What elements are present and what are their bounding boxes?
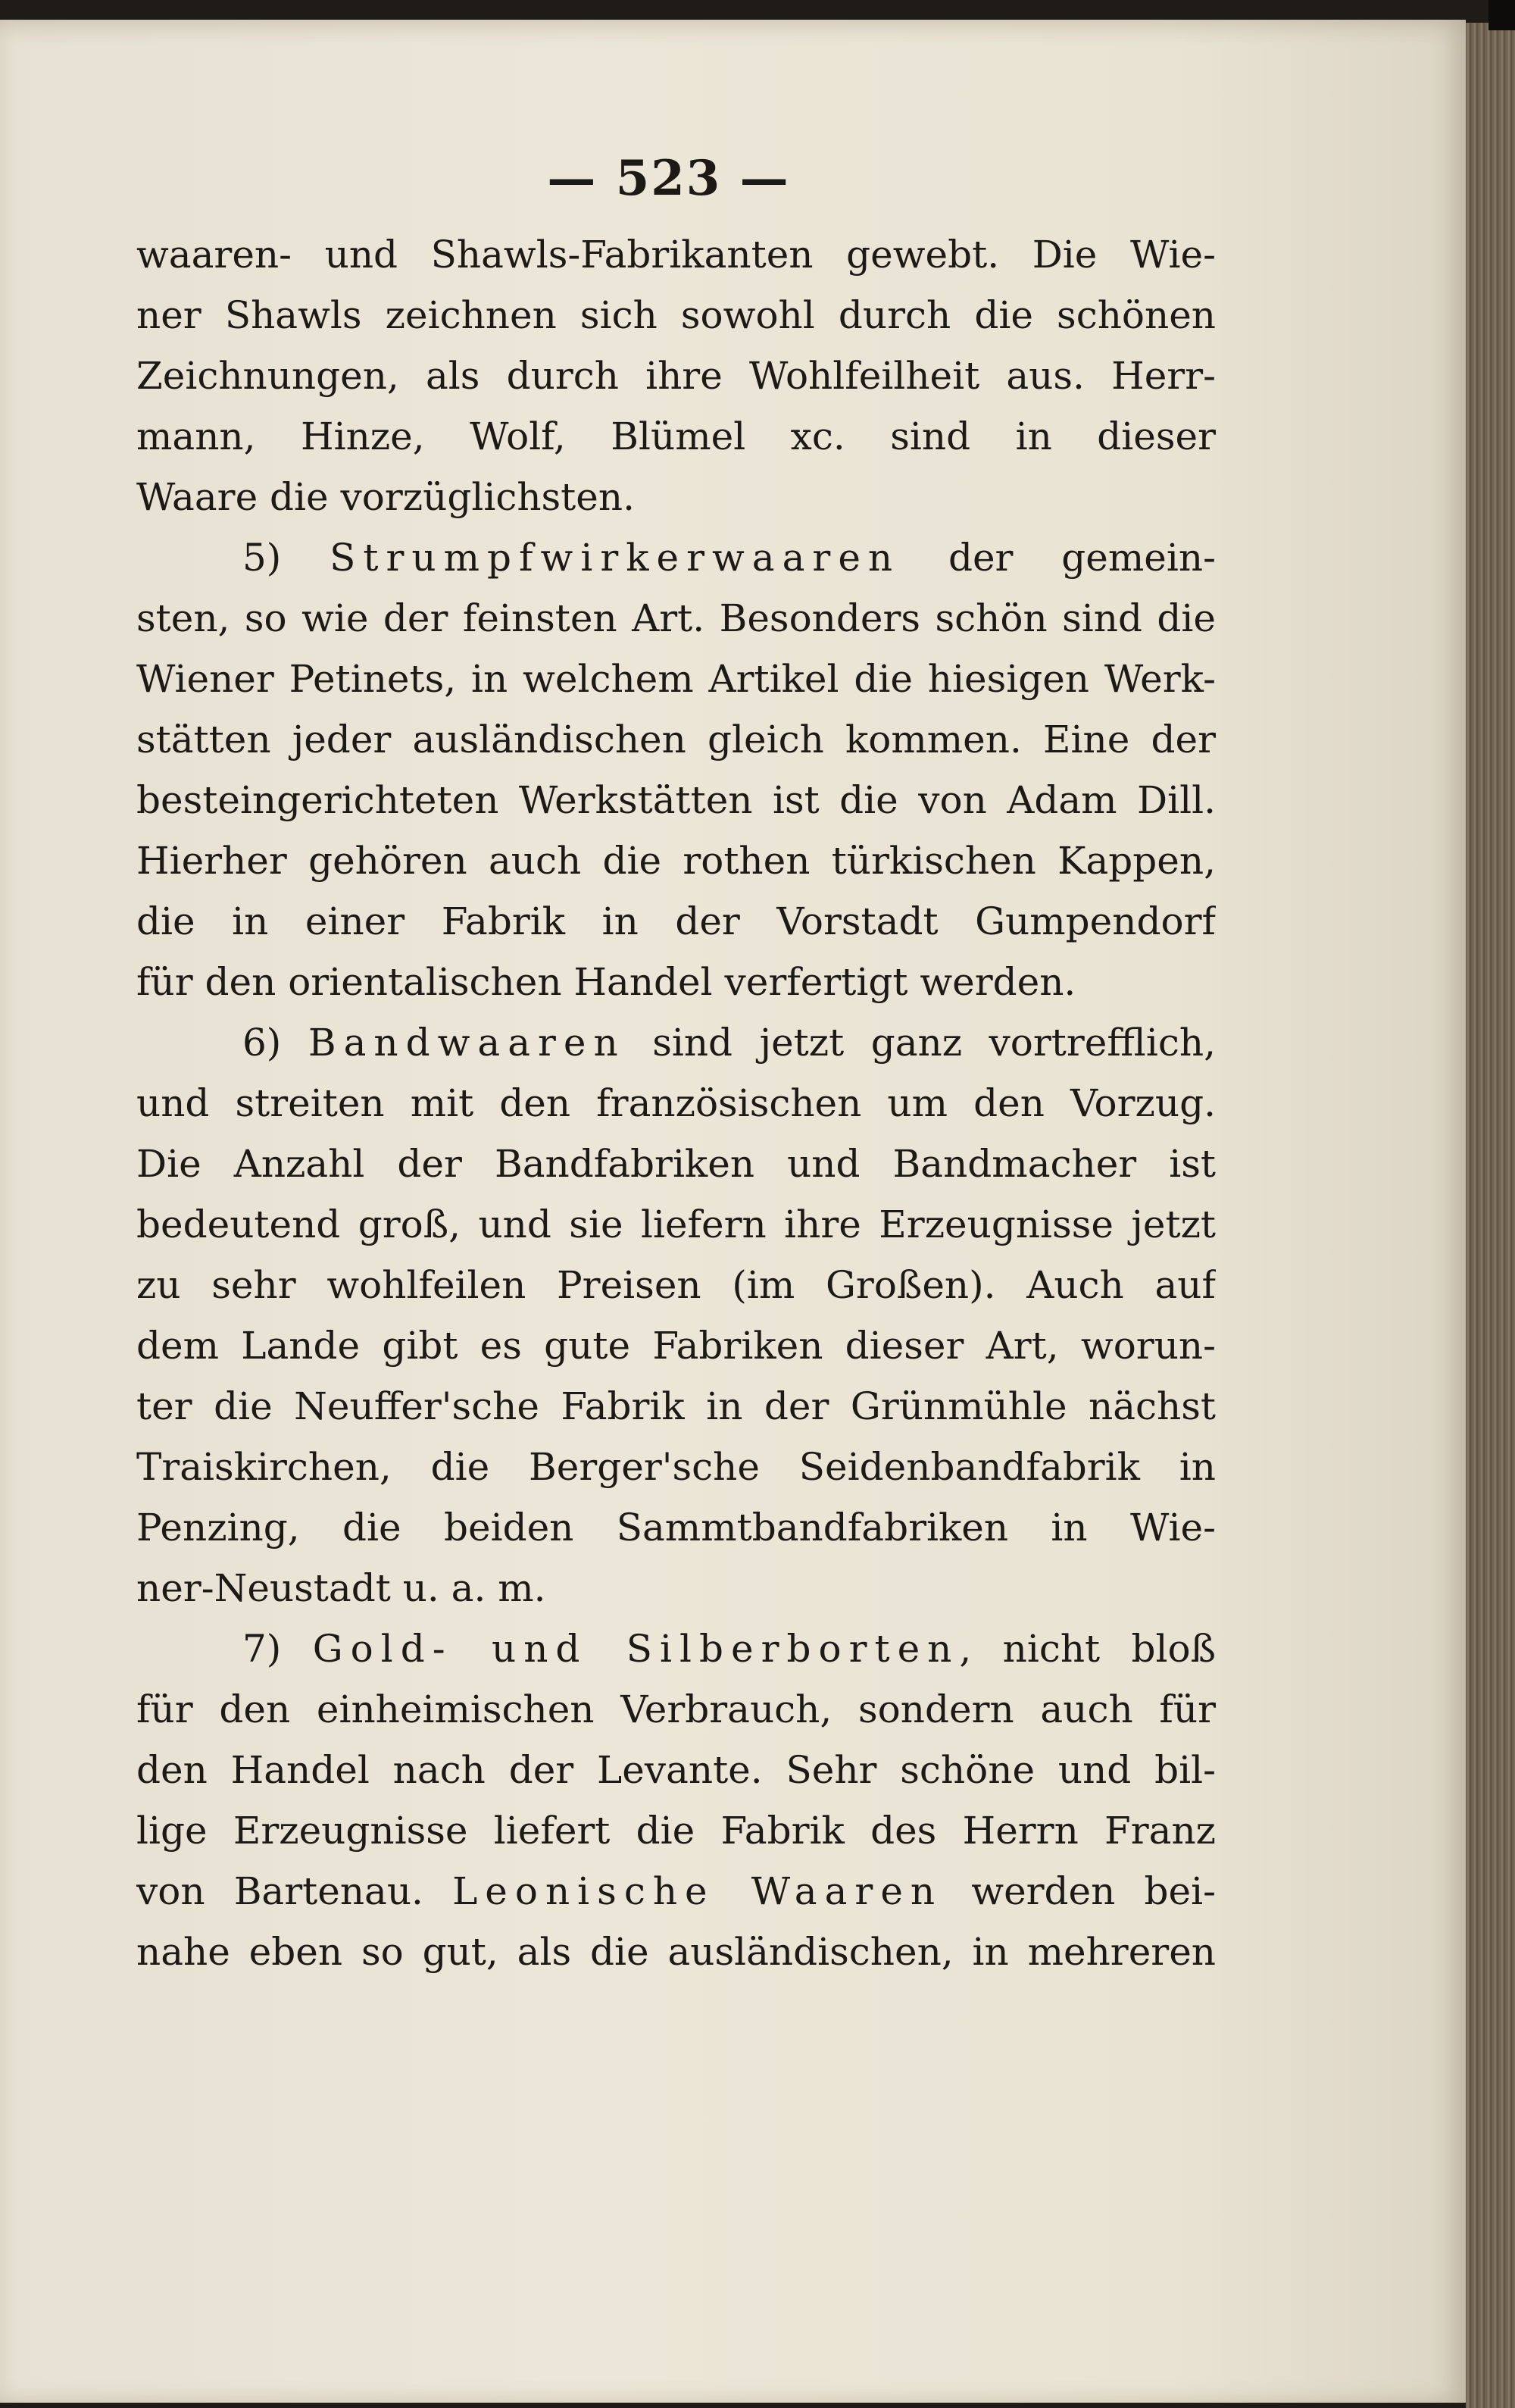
text-line: Zeichnungen, als durch ihre Wohlfeilheit aus. Herr- (136, 354, 1216, 398)
scan-corner (1488, 0, 1515, 30)
section-rest: , nicht bloß (959, 1627, 1216, 1671)
section-term: Strumpfwirkerwaaren (330, 536, 901, 580)
text-line: ter die Neuffer'sche Fabrik in der Grünmühle nächst (136, 1384, 1216, 1428)
text-line: Die Anzahl der Bandfabriken und Bandmacher ist (136, 1142, 1216, 1186)
text-line: den Handel nach der Levante. Sehr schöne und bil- (136, 1748, 1216, 1792)
text-line: sten, so wie der feinsten Art. Besonders schön sind die (136, 596, 1216, 640)
emphasized-term: Leonische Waaren (452, 1869, 943, 1913)
page-stack-edge (1466, 23, 1515, 2408)
page-number: — 523 — (547, 150, 790, 207)
book-page (0, 20, 1466, 2403)
text-line: Hierher gehören auch die rothen türkischen Kappen, (136, 839, 1216, 883)
text-line: zu sehr wohlfeilen Preisen (im Großen). Auch auf (136, 1263, 1216, 1307)
text-line: nahe eben so gut, als die ausländischen, in mehreren (136, 1930, 1216, 1974)
section-heading-line (136, 1618, 1216, 1679)
section-number: 6) (242, 1021, 308, 1065)
text-line: bedeutend groß, und sie liefern ihre Erzeugnisse jetzt (136, 1202, 1216, 1246)
section-number: 5) (242, 536, 330, 580)
section-heading-line (136, 1012, 1216, 1073)
section-rest: der gemein- (900, 536, 1216, 580)
text-line: waaren- und Shawls-Fabrikanten gewebt. Die Wie- (136, 233, 1216, 277)
section-rest: sind jetzt ganz vortrefflich, (625, 1021, 1216, 1065)
section-term: Bandwaaren (308, 1021, 626, 1065)
text-line: besteingerichteten Werkstätten ist die von Adam Dill. (136, 778, 1216, 822)
text-line (136, 1861, 1216, 1922)
text-line: mann, Hinze, Wolf, Blümel xc. sind in dieser (136, 414, 1216, 458)
text-line: Penzing, die beiden Sammtbandfabriken in Wie- (136, 1506, 1216, 1550)
text-line: Wiener Petinets, in welchem Artikel die hiesigen Werk- (136, 657, 1216, 701)
section-heading-line (136, 527, 1216, 588)
text-line: ner Shawls zeichnen sich sowohl durch die schönen (136, 293, 1216, 337)
section-number: 7) (242, 1627, 313, 1671)
section-term: Gold- und Silberborten (312, 1627, 960, 1671)
text-line: und streiten mit den französischen um den Vorzug. (136, 1081, 1216, 1125)
text-line: für den orientalischen Handel verfertigt werden. (136, 960, 1076, 1004)
text-line: Traiskirchen, die Berger'sche Seidenbandfabrik in (136, 1445, 1216, 1489)
text-block (136, 133, 1216, 1982)
text-line: stätten jeder ausländischen gleich kommen. Eine der (136, 718, 1216, 761)
text-line: dem Lande gibt es gute Fabriken dieser Art, worun- (136, 1324, 1216, 1368)
text-line: die in einer Fabrik in der Vorstadt Gumpendorf (136, 899, 1216, 943)
text-line: Waare die vorzüglichsten. (136, 475, 635, 519)
text-fragment: von Bartenau. (136, 1869, 423, 1913)
text-line: ner-Neustadt u. a. m. (136, 1566, 546, 1610)
text-line: für den einheimischen Verbrauch, sondern auch für (136, 1687, 1216, 1731)
text-line: lige Erzeugnisse liefert die Fabrik des Herrn Franz (136, 1809, 1216, 1853)
text-fragment: werden bei- (942, 1869, 1216, 1913)
